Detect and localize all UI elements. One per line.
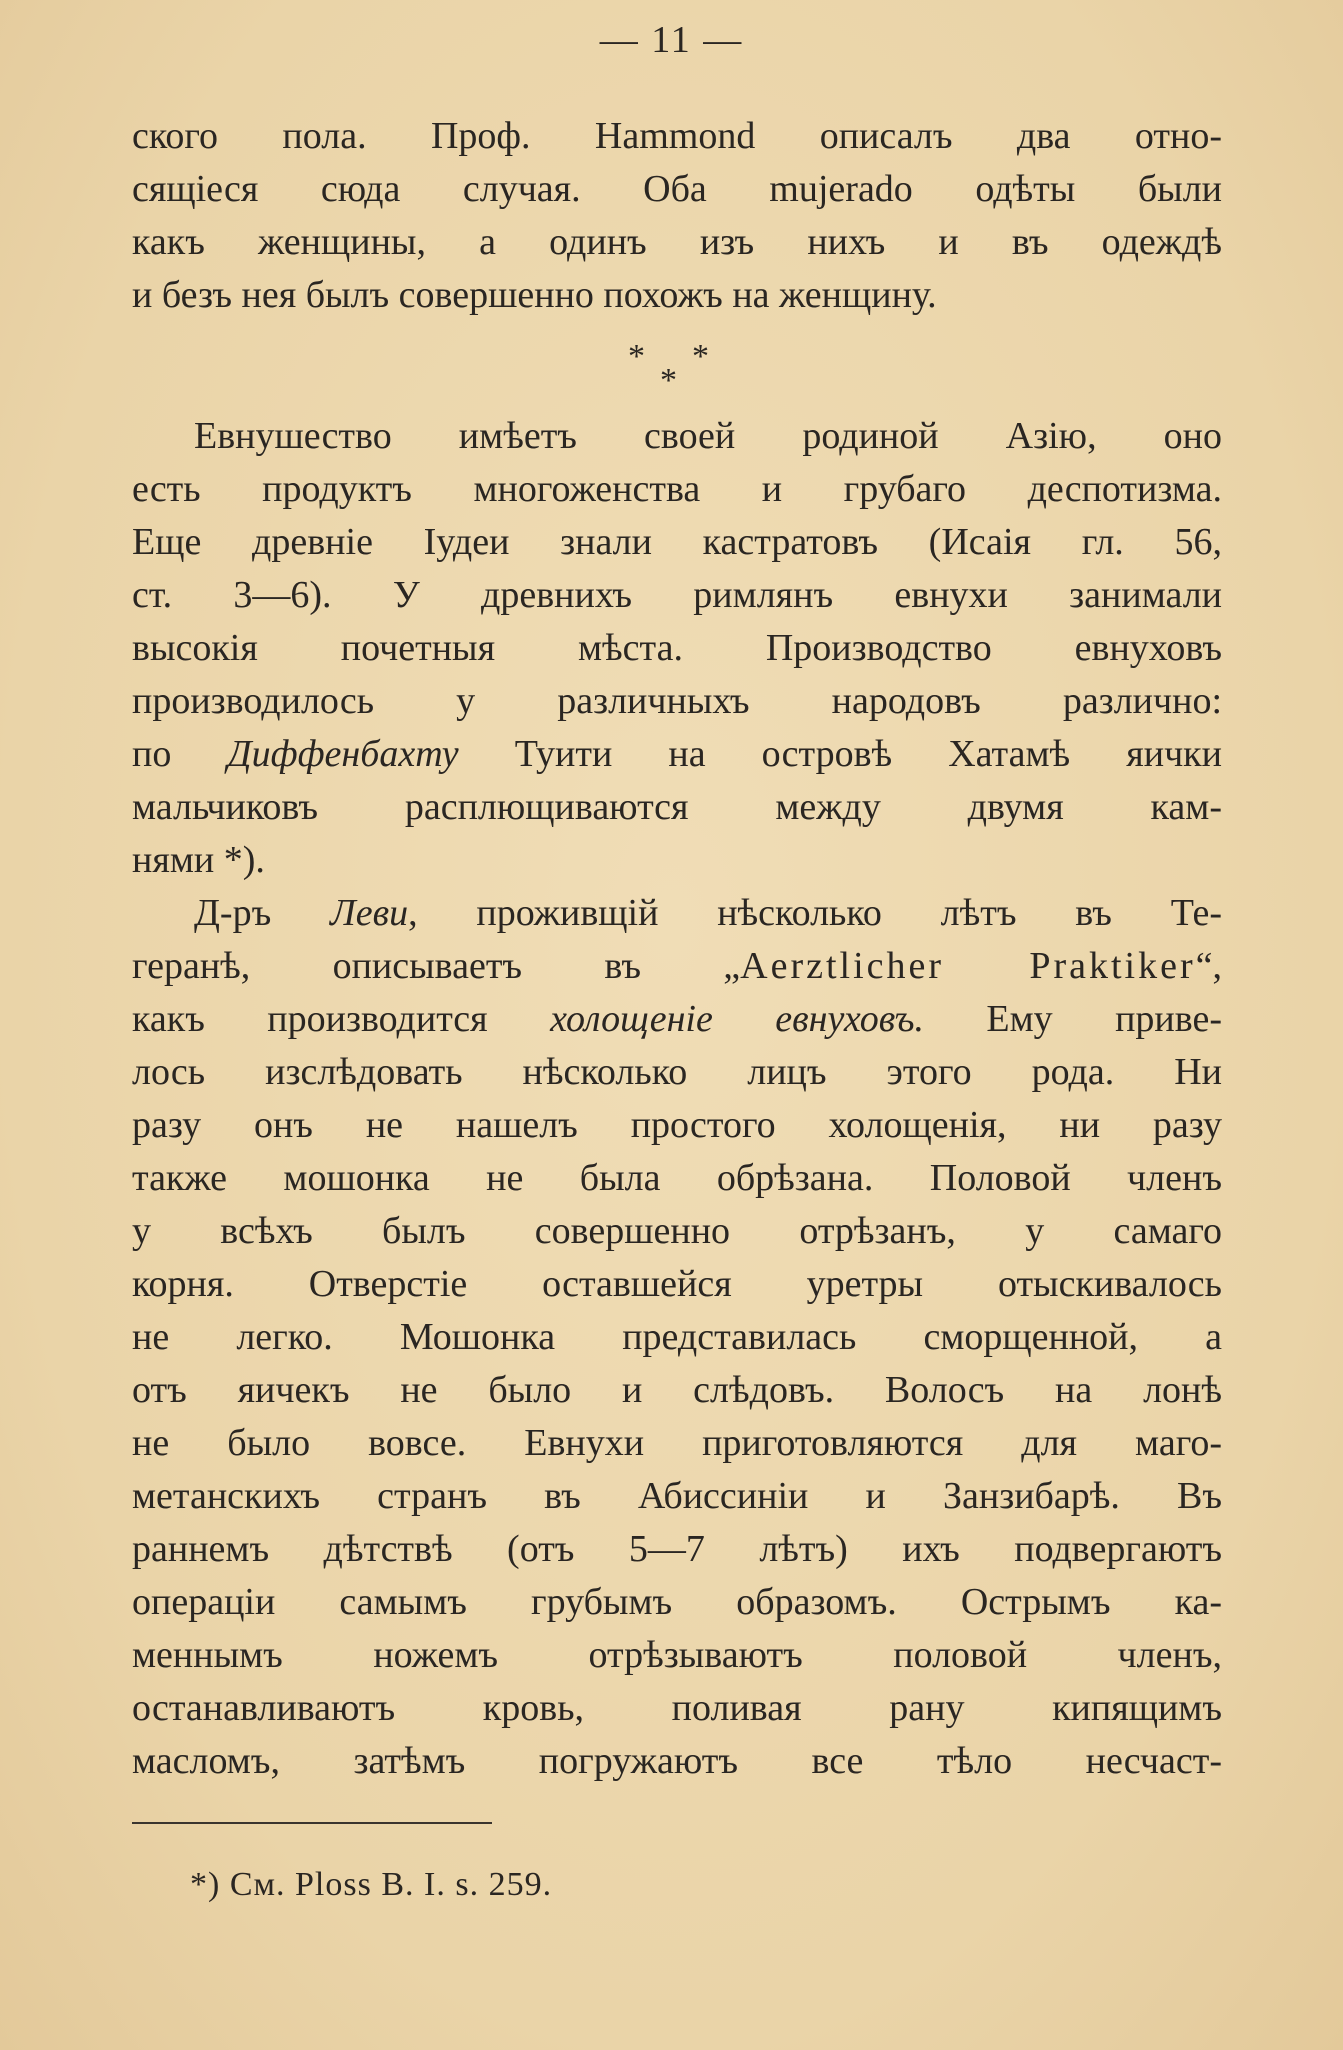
- text-line: какъ женщины, а одинъ изъ нихъ и въ одеждѣ: [132, 221, 1222, 263]
- paragraph-eunuchism: [132, 410, 1222, 887]
- text-line: лось изслѣдовать нѣсколько лицъ этого рода. Ни: [132, 1051, 1222, 1093]
- text-line: и безъ нея былъ совершенно похожъ на женщину.: [132, 274, 937, 316]
- emphasis: холощеніе евнуховъ.: [550, 998, 924, 1040]
- text-line: корня. Отверстіе оставшейся уретры отыскивалось: [132, 1263, 1222, 1305]
- footnote: *) См. Ploss B. I. s. 259.: [190, 1866, 553, 1903]
- text-line: не было вовсе. Евнухи приготовляются для маго-: [132, 1422, 1222, 1464]
- text-line: сящіеся сюда случая. Оба mujerado одѣты были: [132, 168, 1222, 210]
- text-line: раннемъ дѣтствѣ (отъ 5—7 лѣтъ) ихъ подвергаютъ: [132, 1528, 1222, 1570]
- text-line: метанскихъ странъ въ Абиссиніи и Занзибарѣ. Въ: [132, 1475, 1222, 1517]
- asterisk: *: [660, 362, 677, 399]
- text-line: [132, 887, 1222, 940]
- author-name: Леви: [330, 892, 409, 934]
- text-segment: по: [132, 733, 228, 775]
- text-segment: , проживщій нѣсколько лѣтъ въ Те-: [408, 892, 1222, 934]
- text-segment: какъ производится: [132, 998, 551, 1040]
- text-segment: “,: [1195, 945, 1222, 987]
- text-line: ст. 3—6). У древнихъ римлянъ евнухи занимали: [132, 574, 1222, 616]
- asterisk: *: [692, 338, 709, 375]
- page-number: — 11 —: [599, 19, 744, 61]
- top-paragraph: [132, 110, 1222, 322]
- author-name: Диффенбахту: [227, 733, 459, 775]
- text-segment: Д-ръ: [194, 892, 330, 934]
- text-line: останавливаютъ кровь, поливая рану кипящимъ: [132, 1687, 1222, 1729]
- text-line: операціи самымъ грубымъ образомъ. Острымъ ка-: [132, 1581, 1222, 1623]
- text-line: [132, 993, 1222, 1046]
- text-line: отъ яичекъ не было и слѣдовъ. Волосъ на лонѣ: [132, 1369, 1222, 1411]
- text-line: Евнушество имѣетъ своей родиной Азію, оно: [194, 415, 1222, 457]
- asterisk: *: [628, 338, 645, 375]
- text-segment: Ему приве-: [923, 998, 1222, 1040]
- text-segment: Туити на островѣ Хатамѣ яички: [458, 733, 1222, 775]
- journal-title: Aerztlicher Praktiker: [740, 945, 1196, 987]
- text-line: масломъ, затѣмъ погружаютъ все тѣло несчаст-: [132, 1740, 1222, 1782]
- text-line: также мошонка не была обрѣзана. Половой членъ: [132, 1157, 1222, 1199]
- text-line: производилось у различныхъ народовъ различно:: [132, 680, 1222, 722]
- text-line: меннымъ ножемъ отрѣзываютъ половой членъ,: [132, 1634, 1222, 1676]
- footnote-divider: [132, 1822, 492, 1824]
- section-separator: [600, 338, 740, 398]
- text-line: [132, 728, 1222, 781]
- paragraph-levi: [132, 887, 1222, 1788]
- text-line: разу онъ не нашелъ простого холощенія, ни разу: [132, 1104, 1222, 1146]
- text-segment: геранѣ, описываетъ въ „: [132, 945, 741, 987]
- text-line: есть продуктъ многоженства и грубаго деспотизма.: [132, 468, 1222, 510]
- text-line: мальчиковъ расплющиваются между двумя кам-: [132, 786, 1222, 828]
- text-line: у всѣхъ былъ совершенно отрѣзанъ, у самаго: [132, 1210, 1222, 1252]
- text-line: высокія почетныя мѣста. Производство евнуховъ: [132, 627, 1222, 669]
- text-line: ского пола. Проф. Hammond описалъ два отно-: [132, 115, 1222, 157]
- text-line: нями *).: [132, 839, 265, 881]
- text-line: не легко. Мошонка представилась сморщенной, а: [132, 1316, 1222, 1358]
- text-line: [132, 940, 1222, 993]
- text-line: Еще древніе Іудеи знали кастратовъ (Исаія гл. 56,: [132, 521, 1222, 563]
